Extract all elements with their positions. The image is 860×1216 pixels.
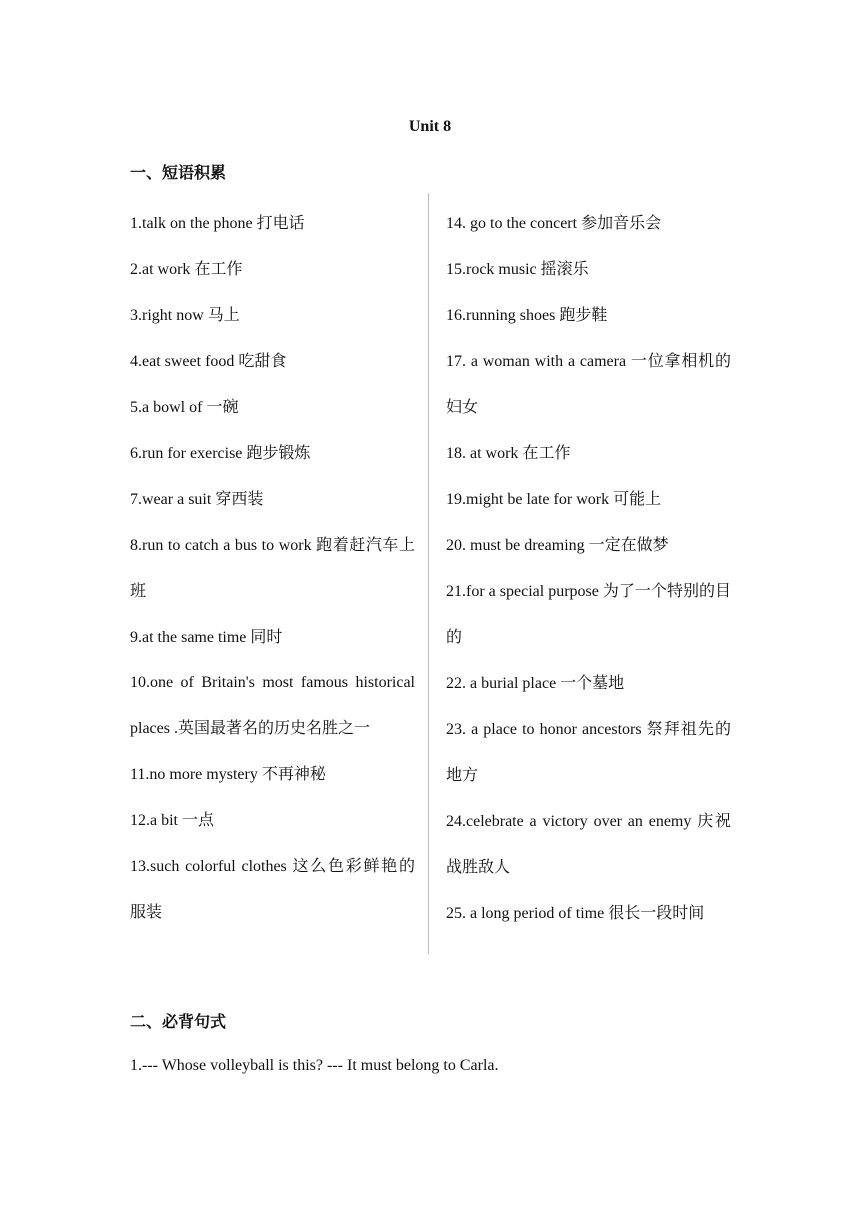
phrase-en: 2.at work xyxy=(130,261,195,278)
phrase-zh: 摇滚乐 xyxy=(540,259,589,278)
phrase-item xyxy=(130,843,415,935)
phrase-zh: 一个墓地 xyxy=(560,673,625,692)
phrase-item xyxy=(446,568,731,660)
phrase-en: 25. a long period of time xyxy=(446,905,609,922)
phrase-zh: 很长一段时间 xyxy=(608,903,705,922)
phrase-en: 15.rock music xyxy=(446,261,541,278)
phrase-item xyxy=(130,338,415,384)
phrase-zh: 参加音乐会 xyxy=(581,213,662,232)
phrase-item xyxy=(130,476,415,522)
phrase-table xyxy=(120,193,742,954)
phrase-item xyxy=(130,751,415,797)
phrase-en: 10.one of Britain's most famous historical places . xyxy=(130,674,415,737)
phrase-en: 17. a woman with a camera xyxy=(446,353,631,370)
phrase-en: 3.right now xyxy=(130,307,208,324)
phrase-item xyxy=(446,706,731,798)
phrase-en: 24.celebrate a victory over an enemy xyxy=(446,813,698,830)
phrase-item xyxy=(130,797,415,843)
section-heading-sentences: 二、必背句式 xyxy=(130,1012,227,1031)
phrase-zh: 吃甜食 xyxy=(238,351,287,370)
phrase-zh: 可能上 xyxy=(613,489,662,508)
phrase-zh: 不再神秘 xyxy=(261,764,326,783)
phrase-item xyxy=(446,798,731,890)
phrase-zh: 庆祝战胜敌人 xyxy=(446,811,731,876)
phrase-en: 1.talk on the phone xyxy=(130,215,257,232)
phrase-item xyxy=(446,200,731,246)
phrase-zh: 一点 xyxy=(182,810,215,829)
phrase-en: 6.run for exercise xyxy=(130,445,247,462)
phrase-en: 9.at the same time xyxy=(130,629,251,646)
phrase-zh: 为了一个特别的目的 xyxy=(446,581,731,646)
phrase-item xyxy=(130,660,415,751)
phrase-item xyxy=(446,890,731,936)
phrase-zh: 一碗 xyxy=(206,397,239,416)
phrase-en: 20. must be dreaming xyxy=(446,537,589,554)
phrase-en: 21.for a special purpose xyxy=(446,583,603,600)
phrase-zh: 在工作 xyxy=(522,443,571,462)
phrase-item xyxy=(446,246,731,292)
phrase-zh: 穿西装 xyxy=(215,489,264,508)
phrase-en: 5.a bowl of xyxy=(130,399,207,416)
phrase-column-left xyxy=(130,200,415,935)
phrase-item xyxy=(130,292,415,338)
phrase-zh: 同时 xyxy=(250,627,283,646)
sentence-item: 1.--- Whose volleyball is this? --- It must belong to Carla. xyxy=(130,1057,499,1074)
phrase-en: 14. go to the concert xyxy=(446,215,582,232)
phrase-en: 22. a burial place xyxy=(446,675,561,692)
phrase-item xyxy=(446,660,731,706)
phrase-item xyxy=(130,430,415,476)
phrase-en: 11.no more mystery xyxy=(130,766,262,783)
phrase-column-right xyxy=(446,200,731,936)
phrase-item xyxy=(130,200,415,246)
phrase-en: 23. a place to honor ancestors xyxy=(446,721,647,738)
phrase-zh: 跑步鞋 xyxy=(559,305,608,324)
phrase-item xyxy=(130,246,415,292)
phrase-en: 19.might be late for work xyxy=(446,491,614,508)
phrase-item xyxy=(446,430,731,476)
phrase-en: 13.such colorful clothes xyxy=(130,858,293,875)
phrase-zh: 这么色彩鲜艳的服装 xyxy=(130,856,415,921)
phrase-zh: 跑步锻炼 xyxy=(246,443,311,462)
phrase-en: 8.run to catch a bus to work xyxy=(130,537,317,554)
phrase-zh: 一定在做梦 xyxy=(588,535,669,554)
phrase-en: 18. at work xyxy=(446,445,523,462)
phrase-item xyxy=(446,522,731,568)
phrase-item xyxy=(446,476,731,522)
phrase-zh: 一位拿相机的妇女 xyxy=(446,351,731,416)
phrase-en: 4.eat sweet food xyxy=(130,353,239,370)
column-divider xyxy=(428,193,429,954)
phrase-item xyxy=(130,614,415,660)
phrase-zh: 马上 xyxy=(207,305,240,324)
phrase-item xyxy=(130,384,415,430)
phrase-en: 16.running shoes xyxy=(446,307,560,324)
phrase-zh: 英国最著名的历史名胜之一 xyxy=(177,718,370,737)
phrase-en: 7.wear a suit xyxy=(130,491,216,508)
section-heading-phrases: 一、短语积累 xyxy=(130,163,227,182)
phrase-zh: 跑着赶汽车上班 xyxy=(130,535,415,600)
phrase-item xyxy=(446,338,731,430)
phrase-zh: 在工作 xyxy=(194,259,243,278)
phrase-item xyxy=(446,292,731,338)
phrase-item xyxy=(130,522,415,614)
page-title: Unit 8 xyxy=(408,118,452,135)
phrase-en: 12.a bit xyxy=(130,812,182,829)
phrase-zh: 祭拜祖先的地方 xyxy=(446,719,731,784)
phrase-zh: 打电话 xyxy=(256,213,305,232)
